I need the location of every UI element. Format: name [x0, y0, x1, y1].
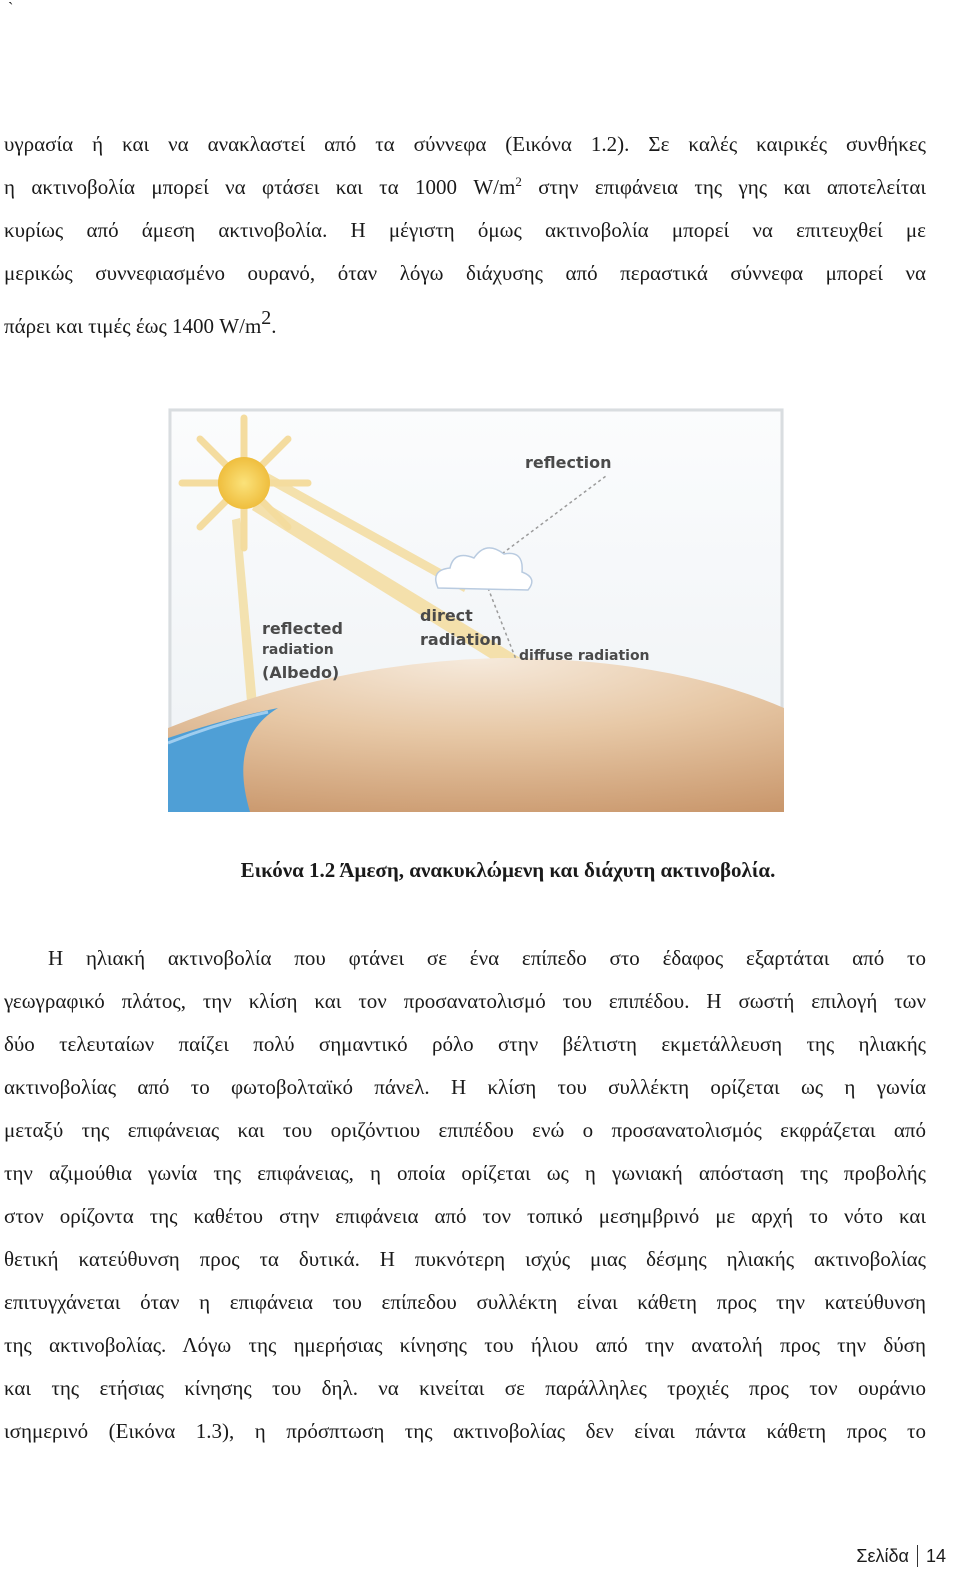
label-reflected: reflected [262, 619, 343, 638]
label-reflected-radiation: radiation [262, 642, 334, 658]
figure-caption: Εικόνα 1.2 Άμεση, ανακυκλώμενη και διάχυτη ακτινοβολία. [240, 858, 776, 882]
footer-separator [917, 1545, 918, 1567]
text-line: επιτυγχάνεται όταν η επιφάνεια του επίπεδου συλλέκτη είναι κάθετη προς την κατεύθυνση [4, 1290, 926, 1314]
sun-icon [218, 457, 270, 509]
text-line: θετική κατεύθυνση προς τα δυτικά. Η πυκνότερη ισχύς μιας δέσμης ηλιακής ακτινοβολίας [4, 1247, 926, 1271]
text-line [4, 166, 926, 209]
text-segment: . [271, 314, 277, 338]
text-line: στον ορίζοντα της καθέτου στην επιφάνεια από τον τοπικό μεσημβρινό με αρχή το νότο και [4, 1204, 926, 1228]
label-direct: direct [420, 606, 473, 625]
text-segment: πάρει και τιμές έως 1400 W/m [4, 314, 262, 338]
page-number: 14 [925, 1545, 946, 1566]
superscript: 2 [261, 307, 272, 329]
text-line: κυρίως από άμεση ακτινοβολία. Η μέγιστη όμως ακτινοβολία μπορεί να επιτευχθεί με [4, 218, 926, 242]
text-line: δύο τελευταίων παίζει πολύ σημαντικό ρόλο στην βέλτιστη εκμετάλλευση της ηλιακής [4, 1032, 926, 1056]
superscript: 2 [515, 174, 522, 189]
radiation-figure [168, 408, 784, 812]
text-line: Η ηλιακή ακτινοβολία που φτάνει σε ένα επίπεδο στο έδαφος εξαρτάται από το [48, 946, 926, 970]
text-line [4, 305, 926, 348]
text-line: την αζιμούθια γωνία της επιφάνειας, η οποία ορίζεται ως η γωνιακή απόσταση της προβολής [4, 1161, 926, 1185]
footer-label: Σελίδα [856, 1545, 909, 1566]
label-albedo: (Albedo) [262, 663, 340, 682]
corner-mark: ` [8, 0, 14, 17]
text-line: μερικώς συννεφιασμένο ουρανό, όταν λόγω διάχυσης από περαστικά σύννεφα μπορεί να [4, 261, 926, 285]
paragraph-1 [4, 123, 926, 348]
text-line: ακτινοβολίας από το φωτοβολταϊκό πάνελ. Η κλίση του συλλέκτη ορίζεται ως η γωνία [4, 1075, 926, 1099]
text-line: μεταξύ της επιφάνειας και του οριζόντιου επιπέδου ενώ ο προσανατολισμός εκφράζεται από [4, 1118, 926, 1142]
text-line: και της ετήσιας κίνησης του δηλ. να κινείται σε παράλληλες τροχιές προς τον ουράνιο [4, 1376, 926, 1400]
text-segment: η ακτινοβολία μπορεί να φτάσει και τα 1000 W/m [4, 175, 516, 199]
text-line: ισημερινό (Εικόνα 1.3), η πρόσπτωση της ακτινοβολίας δεν είναι πάντα κάθετη προς το [4, 1419, 926, 1443]
label-direct-radiation: radiation [420, 630, 502, 649]
page-footer [856, 1545, 946, 1567]
text-line: της ακτινοβολίας. Λόγω της ημερήσιας κίνησης του ήλιου από την ανατολή προς την δύση [4, 1333, 926, 1357]
text-line: γεωγραφικό πλάτος, την κλίση και τον προσανατολισμό του επιπέδου. Η σωστή επιλογή των [4, 989, 926, 1013]
label-reflection: reflection [525, 453, 612, 472]
text-line: υγρασία ή και να ανακλαστεί από τα σύννεφα (Εικόνα 1.2). Σε καλές καιρικές συνθήκες [4, 132, 926, 156]
label-diffuse: diffuse radiation [519, 648, 650, 664]
paragraph-2 [4, 937, 926, 1453]
radiation-illustration [168, 408, 784, 812]
text-segment: στην επιφάνεια της γης και αποτελείται [538, 175, 926, 199]
